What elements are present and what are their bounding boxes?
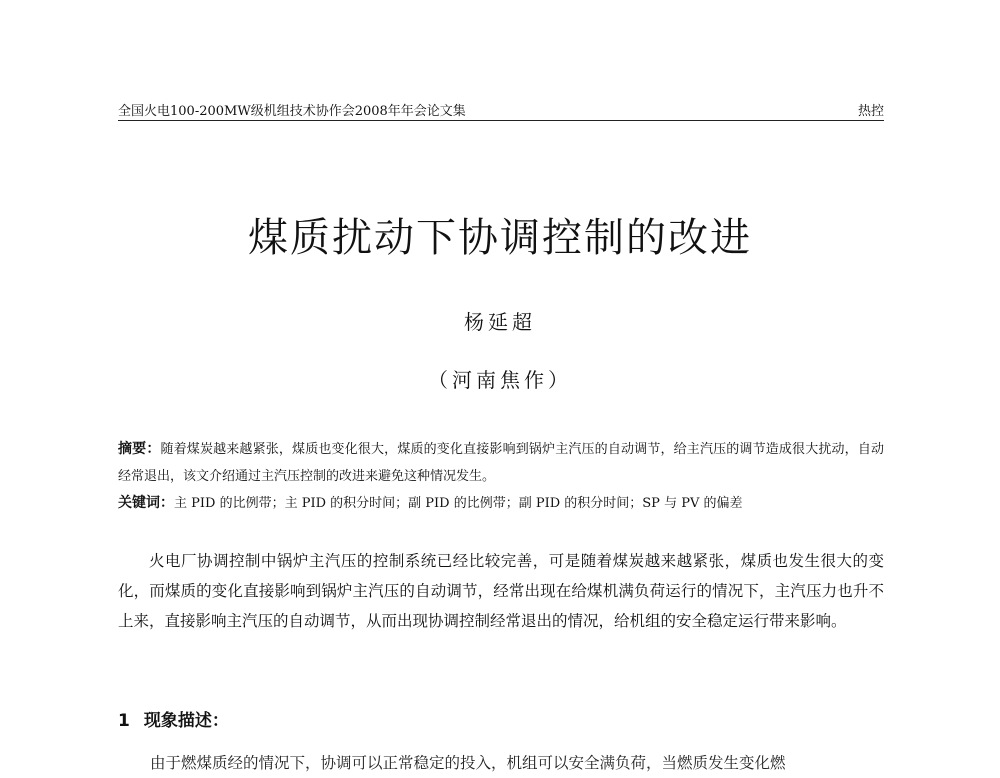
keywords-label: 关键词： [118, 495, 174, 511]
abstract-label: 摘要： [118, 441, 161, 457]
header-section-label: 热控 [857, 104, 884, 119]
running-header [118, 98, 884, 121]
paper-title: 煤质扰动下协调控制的改进 [248, 215, 752, 261]
abstract-block [118, 436, 884, 490]
intro-paragraph: 火电厂协调控制中锅炉主汽压的控制系统已经比较完善，可是随着煤炭越来越紧张，煤质也发生很大的变化，而煤质的变化直接影响到锅炉主汽压的自动调节，经常出现在给煤机满负荷运行的情况下，主汽压力也升不上来，直接影响主汽压的自动调节，从而出现协调控制经常退出的情况，给机组的安全稳定运行带来影响。 [118, 552, 884, 630]
section-title: 现象描述： [143, 711, 229, 731]
partial-text-line: 由于燃煤质经的情况下，协调可以正常稳定的投入，机组可以安全满负荷，当燃质发生变化燃 [150, 754, 786, 772]
header-proceedings-title: 全国火电100-200MW级机组技术协作会2008年年会论文集 [118, 104, 466, 119]
paper-affiliation: （河南焦作） [428, 368, 572, 392]
paper-author: 杨延超 [464, 310, 536, 334]
keywords-text: 主 PID 的比例带；主 PID 的积分时间；副 PID 的比例带；副 PID 的积分时间；SP 与 PV 的偏差 [174, 496, 743, 511]
keywords-block [118, 490, 884, 517]
abstract-text: 随着煤炭越来越紧张，煤质也变化很大，煤质的变化直接影响到锅炉主汽压的自动调节，给主汽压的调节造成很大扰动，自动经常退出，该文介绍通过主汽压控制的改进来避免这种情况发生。 [118, 442, 884, 484]
section-number: 1 [118, 711, 130, 731]
section-heading [118, 706, 884, 731]
